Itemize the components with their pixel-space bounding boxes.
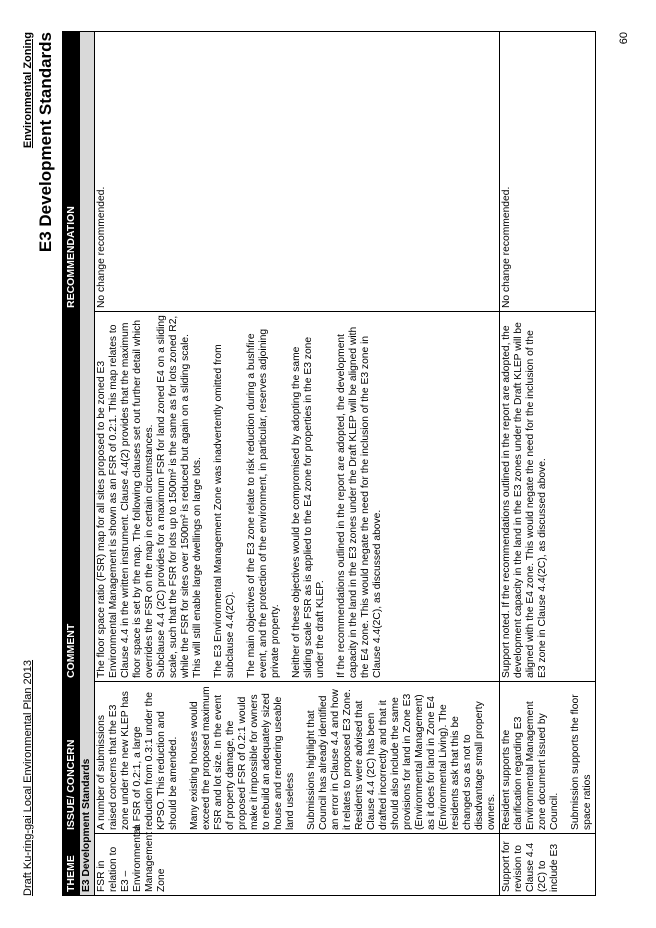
recommendation-cell: No change recommended. bbox=[500, 32, 596, 312]
comment-paragraph: Support noted. If the recommendations outlined in the report are adopted, the development capacity in the land in the E3 zones under the Draft KLEP will be aligned with the E4 zone. This would negate the need for the inclusion of the E3 zone in Clause 4.4(2C), as discussed above. bbox=[501, 322, 548, 678]
issue-paragraph: Submissions highlight that Council has already identified an error in Clause 4.4 and how it relates to proposed E3 Zone. Residents were advised that Clause 4.4 (2C) has been drafted incorrectly and that it should also include the same provisions for land in Zone E3 (Environmental Management) as it does for land in Zone E4 (Environmental Living). The residents ask that this be changed so as not to disadvantage small property owners. bbox=[306, 689, 497, 830]
document-header-title: Draft Ku-ring-gai Local Environmental Plan 2013 bbox=[22, 659, 34, 896]
table-row bbox=[500, 32, 596, 896]
issue-cell bbox=[500, 682, 596, 834]
submissions-table bbox=[62, 31, 596, 896]
page-number: 60 bbox=[618, 32, 630, 45]
issue-cell bbox=[95, 682, 500, 834]
section-row bbox=[80, 32, 95, 896]
column-header-recommendation: RECOMMENDATION bbox=[63, 32, 80, 312]
issue-paragraph: A number of submissions raised concerns that the E3 zone under the new KLEP has a FSR of 0.2:1, a large reduction from 0.3:1 under the KPSO. This reduction and should be amended. bbox=[96, 691, 179, 830]
comment-paragraph: The floor space ratio (FSR) map for all sites proposed to be zoned E3 Environmental Management is shown as an FSR of 0.2:1. This map relates to Clause 4.4 in the written instrument. Clause 4.4(2) provides that the maximum floor space is set by the map. The following clauses set out further detail which overrides the FSR on the map in certain circumstances. bbox=[96, 319, 155, 678]
issue-paragraph: Many existing houses would exceed the proposed maximum FSR and lot size. In the event of property damage, the proposed FSR of 0.2:1 would make it impossible for owners to rebuild an adequately sized house and rendering useable land useless bbox=[189, 686, 296, 830]
table-row bbox=[95, 32, 500, 896]
comment-cell bbox=[500, 312, 596, 682]
comment-cell bbox=[95, 312, 500, 682]
column-header-issue: ISSUE/ CONCERN bbox=[63, 682, 80, 834]
comment-paragraph: Neither of these objectives would be compromised by adopting the same sliding scale FSR as is applied to the E4 zone for properties in the E3 zone under the draft KLEP. bbox=[291, 336, 326, 678]
issue-paragraph: Submission supports the floor space ratios bbox=[570, 694, 593, 830]
comment-paragraph: The main objectives of the E3 zone relate to risk reduction during a bushfire event, and the protection of the environment, in particular, reserves adjoining private property. bbox=[246, 328, 281, 678]
recommendation-cell: No change recommended. bbox=[95, 32, 500, 312]
section-label: E3 Development Standards bbox=[80, 32, 95, 896]
column-header-comment: COMMENT bbox=[63, 312, 80, 682]
comment-paragraph: If the recommendations outlined in the report are adopted, the development capacity in the land in the E3 zones under the Draft KLEP will be aligned with the E4 zone. This would negate the need for the inclusion of the E3 zone in Clause 4.4(2C), as discussed above. bbox=[336, 326, 383, 678]
theme-cell: Support for revision to Clause 4.4 (2C) to include E3 bbox=[500, 834, 596, 896]
page-title: E3 Development Standards bbox=[36, 32, 55, 253]
comment-paragraph: The E3 Environmental Management Zone was inadvertently omitted from subclause 4.4(2C). bbox=[213, 344, 236, 678]
table-header-row bbox=[63, 32, 80, 896]
section-header: Environmental Zoning bbox=[22, 32, 34, 149]
theme-cell: FSR in relation to E3 – Environmental Management Zone bbox=[95, 834, 500, 896]
comment-paragraph: Subclause 4.4 (2C) provides for a maximum FSR for land zoned E4 on a sliding scale, such that the FSR for lots up to 1500m² is the same as for lots zoned R2, while the FSR for sites over 1500m² is reduced but again on a sliding scale. This will still enable large dwellings on large lots. bbox=[156, 315, 203, 678]
issue-paragraph: Resident supports the clarification regarding E3 Environmental Management zone document issued by Council. bbox=[501, 701, 560, 830]
column-header-theme: THEME bbox=[63, 834, 80, 896]
